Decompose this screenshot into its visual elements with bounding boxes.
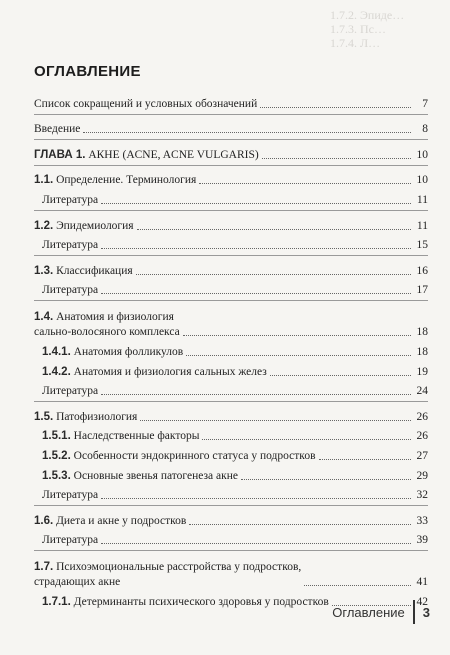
toc-entry-page: 10 (416, 174, 428, 187)
toc-entry[interactable] (34, 425, 428, 445)
dot-leader (101, 248, 411, 249)
dot-leader (140, 420, 411, 421)
toc-entry-page: 41 (416, 576, 428, 589)
dot-leader (101, 203, 411, 204)
toc-entry-title: Литература (42, 284, 99, 297)
dot-leader (202, 439, 411, 440)
toc-entry-page: 11 (416, 219, 428, 232)
toc-entry-title: Введение (34, 123, 81, 136)
toc-entry-page: 11 (416, 193, 428, 206)
toc-entry-page: 39 (416, 534, 428, 547)
dot-leader (189, 524, 411, 525)
dot-leader (101, 498, 411, 499)
toc-entry[interactable] (34, 401, 428, 425)
toc-entry-page: 18 (416, 326, 428, 339)
toc-entry[interactable] (34, 188, 428, 208)
toc-entry[interactable] (34, 380, 428, 400)
toc-entry-title: Классификация (56, 264, 133, 277)
toc-entry-title: Литература (42, 193, 99, 206)
toc-entry-page: 10 (416, 148, 428, 161)
toc-entry-number: ГЛАВА 1. (34, 148, 86, 161)
toc-entry-title: Особенности эндокринного статуса у подростков (73, 449, 316, 462)
footer-section-label: Оглавление (332, 604, 405, 620)
dot-leader (137, 229, 411, 230)
dot-leader (199, 183, 411, 184)
toc-entry-title: Определение. Терминология (56, 174, 197, 187)
toc-entry-title-line2: сально-волосяного комплекса (34, 326, 180, 339)
toc-entry-page: 19 (416, 365, 428, 378)
toc-entry-title: АКНЕ (ACNE, ACNE VULGARIS) (88, 148, 259, 161)
toc-entry-page: 17 (416, 284, 428, 297)
dot-leader (319, 459, 412, 460)
toc-entry-page: 8 (422, 123, 428, 136)
toc-entry-page: 29 (416, 469, 428, 482)
dot-leader (101, 543, 411, 544)
table-of-contents (34, 92, 428, 610)
toc-entry[interactable] (34, 505, 428, 529)
toc-entry-title: Анатомия и физиология (56, 311, 174, 324)
dot-leader (183, 335, 411, 336)
toc-entry-title: Анатомия фолликулов (73, 345, 184, 358)
toc-entry[interactable] (34, 360, 428, 380)
toc-entry-number: 1.5.3. (42, 469, 71, 482)
toc-entry[interactable] (34, 484, 428, 504)
bleed-through-text (330, 8, 448, 98)
toc-entry[interactable] (34, 550, 428, 590)
toc-entry-page: 32 (416, 489, 428, 502)
toc-entry[interactable] (34, 255, 428, 279)
bleed-line: 1.7.2. Эпиде… (330, 8, 405, 22)
toc-entry-number: 1.5.2. (42, 449, 71, 462)
toc-entry-number: 1.4.1. (42, 345, 71, 358)
toc-entry-page: 27 (416, 449, 428, 462)
toc-entry-title: Литература (42, 239, 99, 252)
dot-leader (262, 158, 411, 159)
dot-leader (186, 355, 411, 356)
toc-entry-number: 1.3. (34, 264, 54, 277)
dot-leader (241, 479, 411, 480)
toc-entry[interactable] (34, 529, 428, 549)
dot-leader (304, 585, 411, 586)
toc-entry-title: Анатомия и физиология сальных желез (73, 365, 267, 378)
page-footer (332, 600, 430, 624)
toc-entry-number: 1.1. (34, 174, 54, 187)
toc-entry[interactable] (34, 210, 428, 234)
toc-entry-title: Психоэмоциональные расстройства у подростков, (56, 561, 302, 574)
toc-entry-title-line2: страдающих акне (34, 576, 121, 589)
toc-entry[interactable] (34, 444, 428, 464)
toc-entry-page: 24 (416, 385, 428, 398)
toc-entry-number: 1.2. (34, 219, 54, 232)
toc-entry-page: 16 (416, 264, 428, 277)
toc-entry-number: 1.5.1. (42, 430, 71, 443)
footer-divider (413, 600, 415, 624)
toc-entry[interactable] (34, 165, 428, 189)
toc-entry-number: 1.4.2. (42, 365, 71, 378)
toc-entry-page: 7 (422, 97, 428, 110)
toc-entry-title: Литература (42, 534, 99, 547)
dot-leader (270, 375, 411, 376)
toc-entry-page: 26 (416, 410, 428, 423)
dot-leader (136, 274, 411, 275)
toc-entry-page: 15 (416, 239, 428, 252)
bleed-line: 1.7.3. Пс… (330, 22, 386, 36)
toc-entry-number: 1.6. (34, 514, 54, 527)
toc-entry-title: Основные звенья патогенеза акне (73, 469, 238, 482)
dot-leader (260, 107, 411, 108)
dot-leader (83, 132, 411, 133)
toc-entry[interactable] (34, 92, 428, 112)
toc-entry[interactable] (34, 300, 428, 340)
toc-entry-page: 42 (416, 595, 428, 608)
toc-entry-title: Патофизиология (56, 410, 138, 423)
toc-entry-number: 1.4. (34, 311, 54, 324)
toc-entry-title: Наследственные факторы (73, 430, 200, 443)
toc-entry-title: Литература (42, 385, 99, 398)
toc-entry-title: Литература (42, 489, 99, 502)
toc-entry-title: Диета и акне у подростков (56, 514, 187, 527)
toc-entry[interactable] (34, 234, 428, 254)
toc-entry[interactable] (34, 340, 428, 360)
bleed-line: 1.7.4. Л… (330, 36, 381, 50)
toc-entry-title: Детерминанты психического здоровья у подростков (73, 595, 329, 608)
footer-page-number: 3 (422, 604, 430, 620)
toc-entry-page: 33 (416, 514, 428, 527)
toc-entry[interactable] (34, 279, 428, 299)
toc-entry-number: 1.5. (34, 410, 54, 423)
toc-entry-page: 26 (416, 430, 428, 443)
toc-entry-title: Список сокращений и условных обозначений (34, 97, 258, 110)
page-heading: ОГЛАВЛЕНИЕ (34, 63, 141, 80)
toc-entry[interactable] (34, 114, 428, 138)
toc-entry-chapter[interactable] (34, 139, 428, 163)
toc-entry-number: 1.7.1. (42, 595, 71, 608)
toc-entry-title: Эпидемиология (56, 219, 134, 232)
toc-entry-number: 1.7. (34, 561, 54, 574)
dot-leader (101, 293, 411, 294)
dot-leader (101, 394, 411, 395)
toc-entry[interactable] (34, 464, 428, 484)
toc-entry-page: 18 (416, 345, 428, 358)
